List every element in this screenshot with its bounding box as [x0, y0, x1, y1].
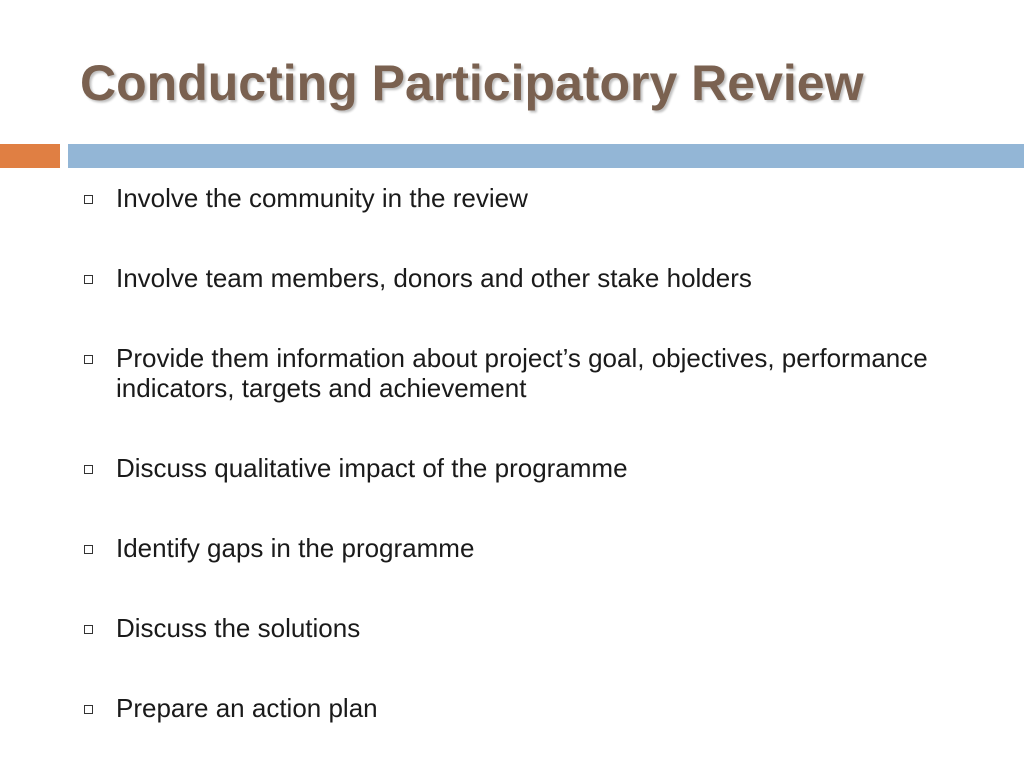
hollow-square-bullet-icon	[84, 705, 93, 714]
bullet-text: Discuss qualitative impact of the programme	[116, 453, 628, 483]
bullet-text: Involve the community in the review	[116, 183, 528, 213]
hollow-square-bullet-icon	[84, 545, 93, 554]
bullet-text: Provide them information about project’s goal, objectives, performance indicators, targets and achievement	[116, 343, 928, 403]
bullet-text: Discuss the solutions	[116, 613, 361, 643]
hollow-square-bullet-icon	[84, 625, 93, 634]
bullet-text: Prepare an action plan	[116, 693, 378, 723]
hollow-square-bullet-icon	[84, 275, 93, 284]
hollow-square-bullet-icon	[84, 355, 93, 364]
bullet-text: Identify gaps in the programme	[116, 533, 475, 563]
hollow-square-bullet-icon	[84, 465, 93, 474]
slide-title: Conducting Participatory Review	[80, 55, 864, 111]
bullet-text: Involve team members, donors and other stake holders	[116, 263, 752, 293]
hollow-square-bullet-icon	[84, 195, 93, 204]
